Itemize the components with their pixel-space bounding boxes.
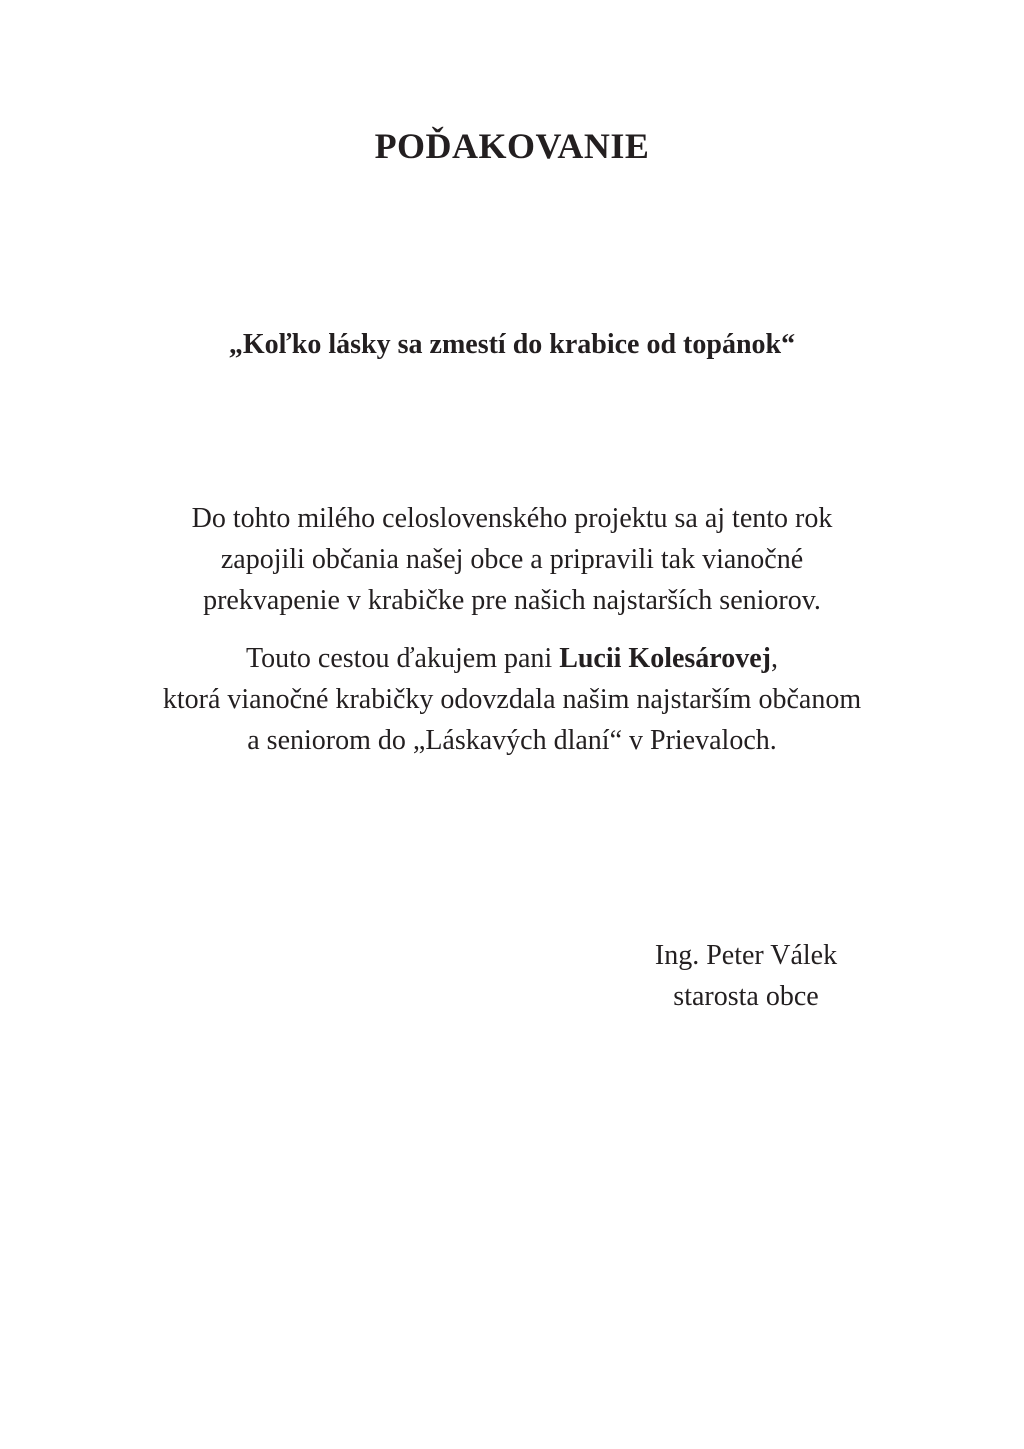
signature-block [596,935,896,1017]
paragraph-line: Do tohto milého celoslovenského projektu sa aj tento rok [191,503,833,534]
paragraph-line: a seniorom do „Láskavých dlaní“ v Prievaloch. [247,725,777,756]
project-subtitle: „Koľko lásky sa zmestí do krabice od topánok“ [228,329,796,360]
thanks-prefix: Touto cestou ďakujem pani [246,643,560,674]
paragraph-line: prekvapenie v krabičke pre našich najstarších seniorov. [203,585,821,616]
paragraph-line: zapojili občania našej obce a pripravili tak vianočné [220,544,804,575]
page-title: POĎAKOVANIE [374,126,650,166]
thanked-person-name: Lucii Kolesárovej [559,643,771,674]
paragraph-project-description [0,498,1024,621]
paragraph-thanks [0,638,1024,761]
thanks-suffix: , [770,643,778,674]
paragraph-line: ktorá vianočné krabičky odovzdala našim najstarším občanom [162,684,862,715]
signatory-name: Ing. Peter Válek [654,940,838,971]
signatory-role: starosta obce [673,981,819,1012]
paragraph-line [0,638,1024,679]
